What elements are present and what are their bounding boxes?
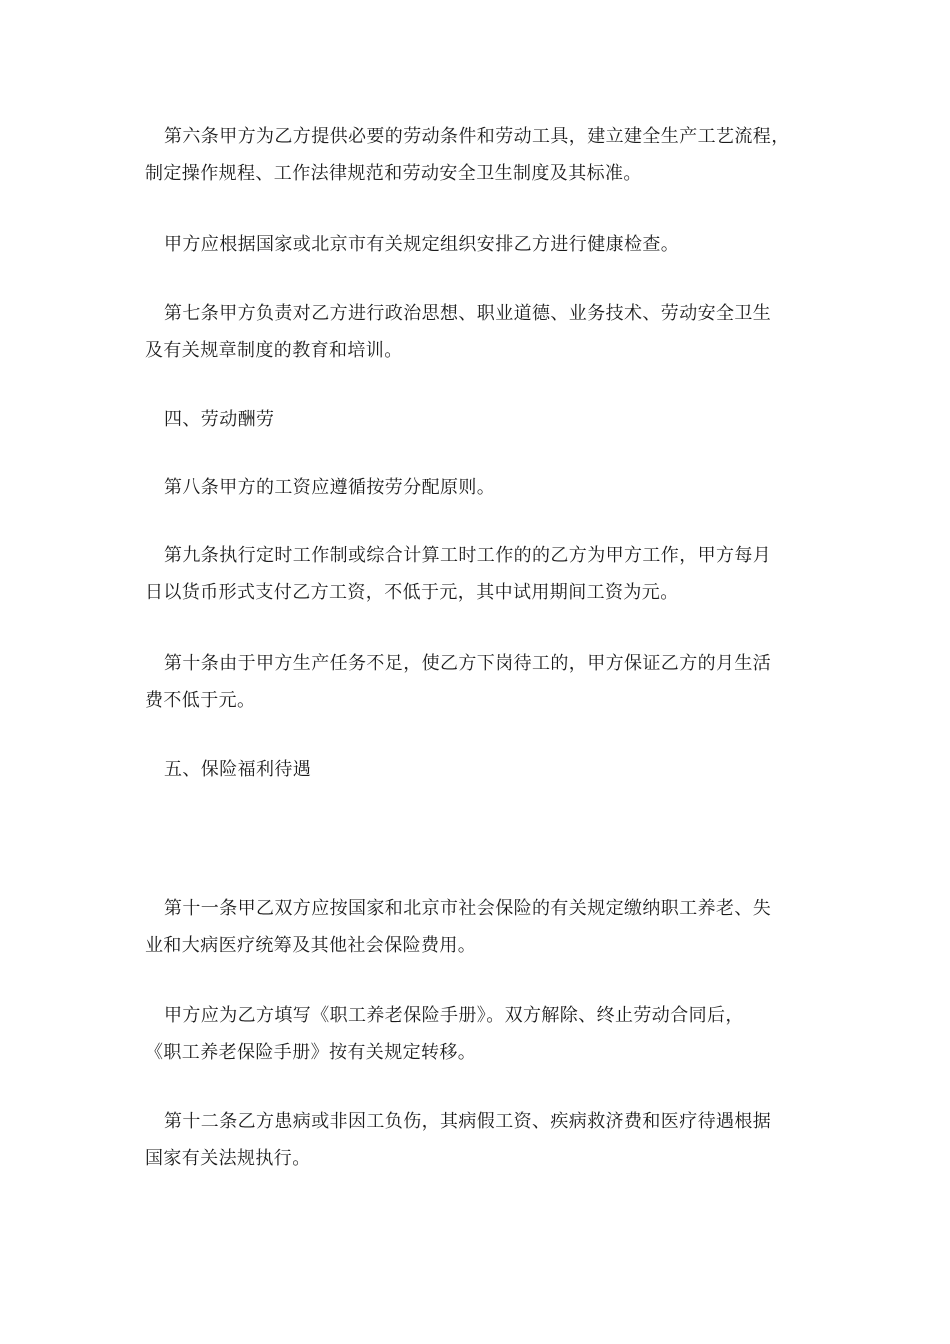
paragraph-article-7 xyxy=(145,295,810,369)
section-heading-labor-pay xyxy=(145,401,810,438)
paragraph-article-6 xyxy=(145,118,810,192)
text-line: 甲方应根据国家或北京市有关规定组织安排乙方进行健康检查。 xyxy=(164,234,680,255)
text-line: 日以货币形式支付乙方工资，不低于元，其中试用期间工资为元。 xyxy=(145,582,679,603)
text-line: 第十条由于甲方生产任务不足，使乙方下岗待工的，甲方保证乙方的月生活 xyxy=(164,653,772,674)
text-line: 五、保险福利待遇 xyxy=(164,759,312,780)
text-line: 制定操作规程、工作法律规范和劳动安全卫生制度及其标准。 xyxy=(145,163,642,184)
text-line: 业和大病医疗统筹及其他社会保险费用。 xyxy=(145,935,477,956)
paragraph-article-11 xyxy=(145,890,810,964)
text-line: 费不低于元。 xyxy=(145,690,256,711)
text-line: 第八条甲方的工资应遵循按劳分配原则。 xyxy=(164,477,496,498)
text-line: 第九条执行定时工作制或综合计算工时工作的的乙方为甲方工作，甲方每月 xyxy=(164,545,772,566)
text-line: 《职工养老保险手册》按有关规定转移。 xyxy=(145,1042,477,1063)
section-heading-insurance-welfare xyxy=(145,751,810,788)
text-line: 及有关规章制度的教育和培训。 xyxy=(145,340,403,361)
text-line: 第十二条乙方患病或非因工负伤，其病假工资、疾病救济费和医疗待遇根据 xyxy=(164,1111,772,1132)
paragraph-article-9 xyxy=(145,537,810,611)
text-line: 国家有关法规执行。 xyxy=(145,1148,311,1169)
text-line: 第七条甲方负责对乙方进行政治思想、职业道德、业务技术、劳动安全卫生 xyxy=(164,303,772,324)
text-line: 甲方应为乙方填写《职工养老保险手册》。双方解除、终止劳动合同后， xyxy=(164,1005,744,1026)
paragraph-article-10 xyxy=(145,645,810,719)
paragraph-article-8 xyxy=(145,469,810,506)
paragraph-article-12 xyxy=(145,1103,810,1177)
text-line: 第十一条甲乙双方应按国家和北京市社会保险的有关规定缴纳职工养老、失 xyxy=(164,898,772,919)
text-line: 第六条甲方为乙方提供必要的劳动条件和劳动工具，建立建全生产工艺流程， xyxy=(164,126,790,147)
paragraph-pension-handbook xyxy=(145,997,810,1071)
paragraph-health-check xyxy=(145,226,810,263)
text-line: 四、劳动酬劳 xyxy=(164,409,275,430)
